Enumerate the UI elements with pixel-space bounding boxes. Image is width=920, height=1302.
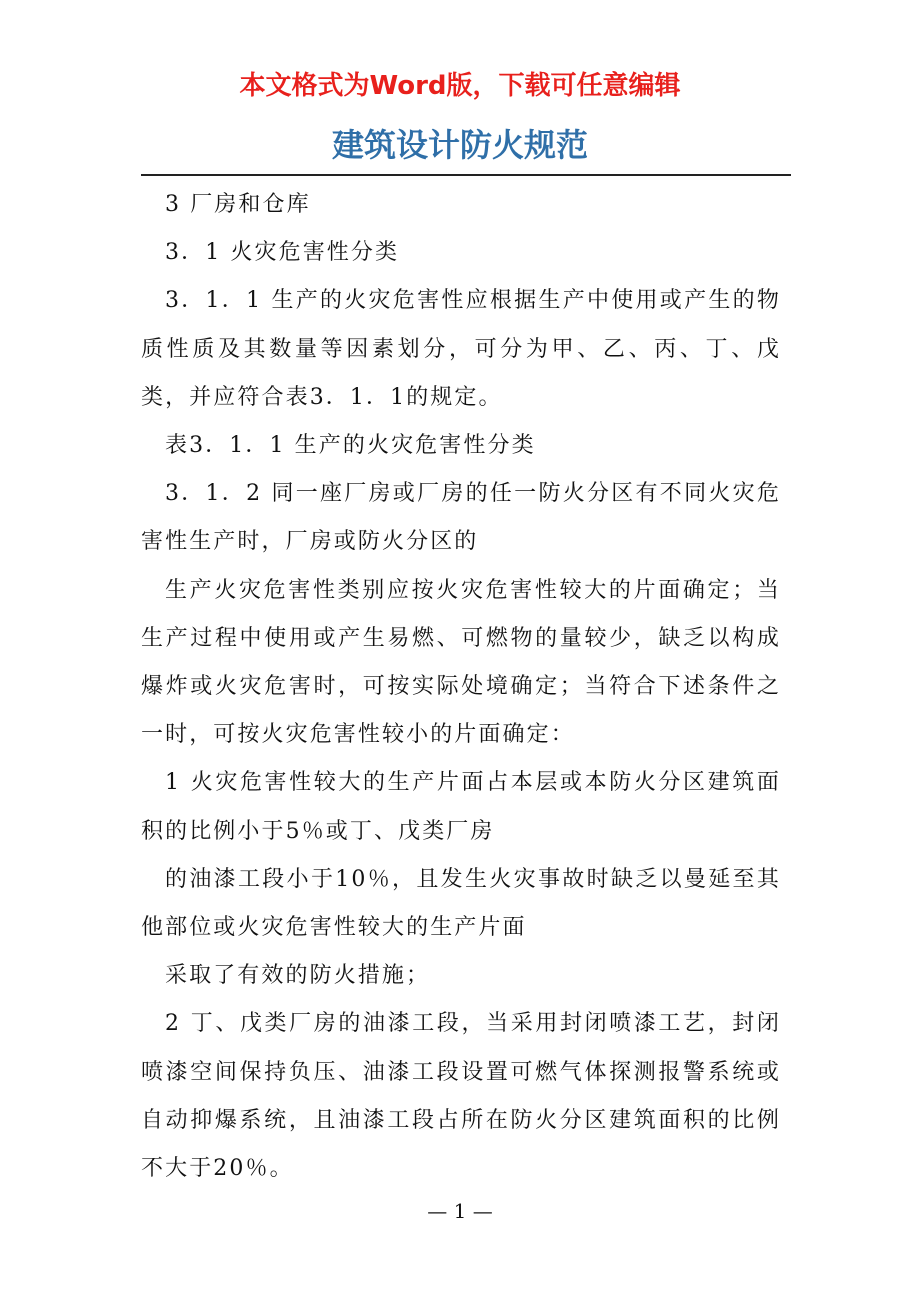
paragraph-item-1: 1 火灾危害性较大的生产片面占本层或本防火分区建筑面积的比例小于5％或丁、戊类厂房	[141, 770, 781, 844]
paragraph-item-1-end: 采取了有效的防火措施；	[165, 963, 431, 989]
document-body	[141, 181, 781, 1193]
paragraph-item-2: 2 丁、戊类厂房的油漆工段，当采用封闭喷漆工艺，封闭喷漆空间保持负压、油漆工段设置可燃气体探测报警系统或自动抑爆系统，且油漆工段占所在防火分区建筑面积的比例不大于20％。	[141, 1011, 781, 1182]
document-title: 建筑设计防火规范	[331, 126, 588, 164]
paragraph-table-caption: 表3．1．1 生产的火灾危害性分类	[165, 433, 536, 459]
paragraph-clause-3-1-1: 3．1．1 生产的火灾危害性应根据生产中使用或产生的物质性质及其数量等因素划分，可分为甲、乙、丙、丁、戊类，并应符合表3．1．1的规定。	[141, 288, 781, 410]
paragraph-section-3-1: 3．1 火灾危害性分类	[165, 240, 400, 266]
title-divider	[141, 174, 791, 176]
paragraph-clause-3-1-2: 3．1．2 同一座厂房或厂房的任一防火分区有不同火灾危害性生产时，厂房或防火分区的	[141, 481, 781, 555]
download-notice: 本文格式为Word版，下载可任意编辑	[239, 71, 681, 101]
paragraph-section-3: 3 厂房和仓库	[165, 192, 311, 217]
page-number: — 1 —	[427, 1199, 493, 1223]
paragraph-item-1-cont: 的油漆工段小于10％，且发生火灾事故时缺乏以曼延至其他部位或火灾危害性较大的生产片面	[141, 866, 781, 941]
paragraph-clause-3-1-2-cont: 生产火灾危害性类别应按火灾危害性较大的片面确定；当生产过程中使用或产生易燃、可燃物的量较少，缺乏以构成爆炸或火灾危害时，可按实际处境确定；当符合下述条件之一时，可按火灾危害性较小的片面确定：	[141, 577, 781, 748]
